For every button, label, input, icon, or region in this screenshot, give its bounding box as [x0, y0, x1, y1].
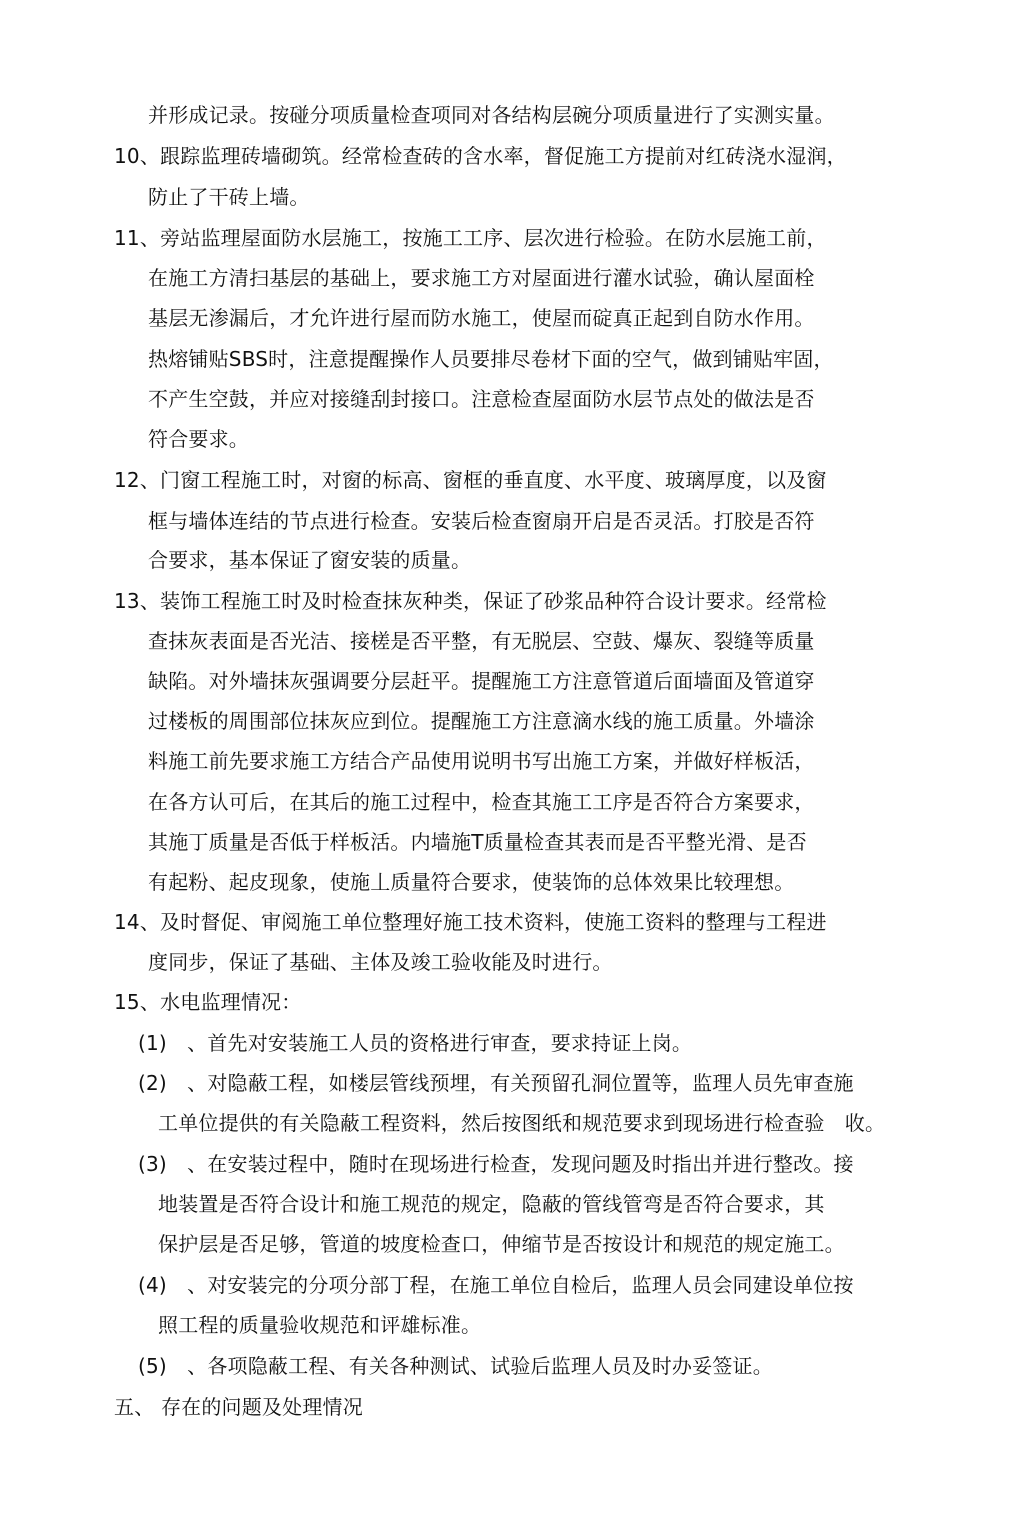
- text-line: 度同步，保证了基础、主体及竣工验收能及时进行。: [148, 950, 613, 974]
- text-line: 并形成记录。按碰分项质量检查项同对各结构层碗分项质量进行了实测实量。: [148, 103, 835, 127]
- text-line: 热熔铺贴SBS时，注意提醒操作人员要排尽卷材下面的空气，做到铺贴牢固，: [148, 347, 834, 371]
- text-line: 10、跟踪监理砖墙砌筑。经常检查砖的含水率，督促施工方提前对红砖浇水湿润，: [114, 144, 847, 168]
- text-line: 12、门窗工程施工时，对窗的标高、窗框的垂直度、水平度、玻璃厚度，以及窗: [114, 468, 827, 492]
- text-line: 有起粉、起皮现象，使施丄质量符合要求，使装饰的总体效果比较理想。: [148, 870, 795, 894]
- text-line: 在施工方清扫基层的基础上，要求施工方对屋面进行灌水试验，确认屋面栓: [148, 266, 815, 290]
- text-line: (4) 、对安装完的分项分部丁程，在施工单位自检后，监理人员会同建设单位按: [138, 1273, 854, 1297]
- text-line: 工单位提供的有关隐蔽工程资料，然后按图纸和规范要求到现场进行检查验 收。: [158, 1111, 886, 1135]
- text-line: 缺陷。对外墙抹灰强调要分层赶平。提醒施工方注意管道后面墙面及管道穿: [148, 669, 815, 693]
- text-line: 在各方认可后，在其后的施工过程中，检查其施工工序是否符合方案要求，: [148, 790, 815, 814]
- text-line: 防止了干砖上墙。: [148, 185, 310, 209]
- text-line: (5) 、各项隐蔽工程、有关各种测试、试验后监理人员及时办妥签证。: [138, 1354, 773, 1378]
- text-line: 11、旁站监理屋面防水层施工，按施工工序、层次进行检验。在防水层施工前，: [114, 226, 827, 250]
- text-line: 15、水电监理情况：: [114, 990, 302, 1014]
- text-line: 料施工前先要求施工方结合产品使用说明书写出施工方案，并做好样板活，: [148, 749, 815, 773]
- text-line: (2) 、对隐蔽工程，如楼层管线预埋，有关预留孔洞位置等，监理人员先审查施: [138, 1071, 854, 1095]
- text-line: 不产生空鼓，并应对接缝刮封接口。注意检查屋面防水层节点处的做法是否: [148, 387, 815, 411]
- text-line: 基层无渗漏后，才允许进行屋而防水施工，使屋而碇真正起到自防水作用。: [148, 306, 815, 330]
- text-line: 查抹灰表面是否光洁、接槎是否平整，有无脱层、空鼓、爆灰、裂缝等质量: [148, 629, 815, 653]
- text-line: 保护层是否足够，管道的坡度检查口，伸缩节是否按设计和规范的规定施工。: [158, 1232, 845, 1256]
- text-line: 框与墙体连结的节点进行检查。安装后检查窗扇开启是否灵活。打胶是否符: [148, 509, 815, 533]
- text-line: 其施丁质量是否低于样板活。内墙施T质量检查其表而是否平整光滑、是否: [148, 830, 807, 854]
- section-heading: 五、 存在的问题及处理情况: [114, 1395, 363, 1419]
- text-line: 地装置是否符合设计和施工规范的规定，隐蔽的管线管弯是否符合要求，其: [158, 1192, 825, 1216]
- text-line: 13、装饰工程施工时及时检查抹灰种类，保证了砂浆品种符合设计要求。经常检: [114, 589, 827, 613]
- text-line: (3) 、在安装过程中，随时在现场进行检查，发现问题及时指出并进行整改。接: [138, 1152, 854, 1176]
- text-line: (1) 、首先对安装施工人员的资格进行审查，要求持证上岗。: [138, 1031, 693, 1055]
- text-line: 照工程的质量验收规范和评雄标准。: [158, 1313, 482, 1337]
- text-line: 合要求，基本保证了窗安装的质量。: [148, 548, 472, 572]
- text-line: 符合要求。: [148, 427, 249, 451]
- text-line: 14、及时督促、审阅施工单位整理好施工技术资料，使施工资料的整理与工程进: [114, 910, 827, 934]
- text-line: 过楼板的周围部位抹灰应到位。提醒施工方注意滴水线的施工质量。外墙涂: [148, 709, 815, 733]
